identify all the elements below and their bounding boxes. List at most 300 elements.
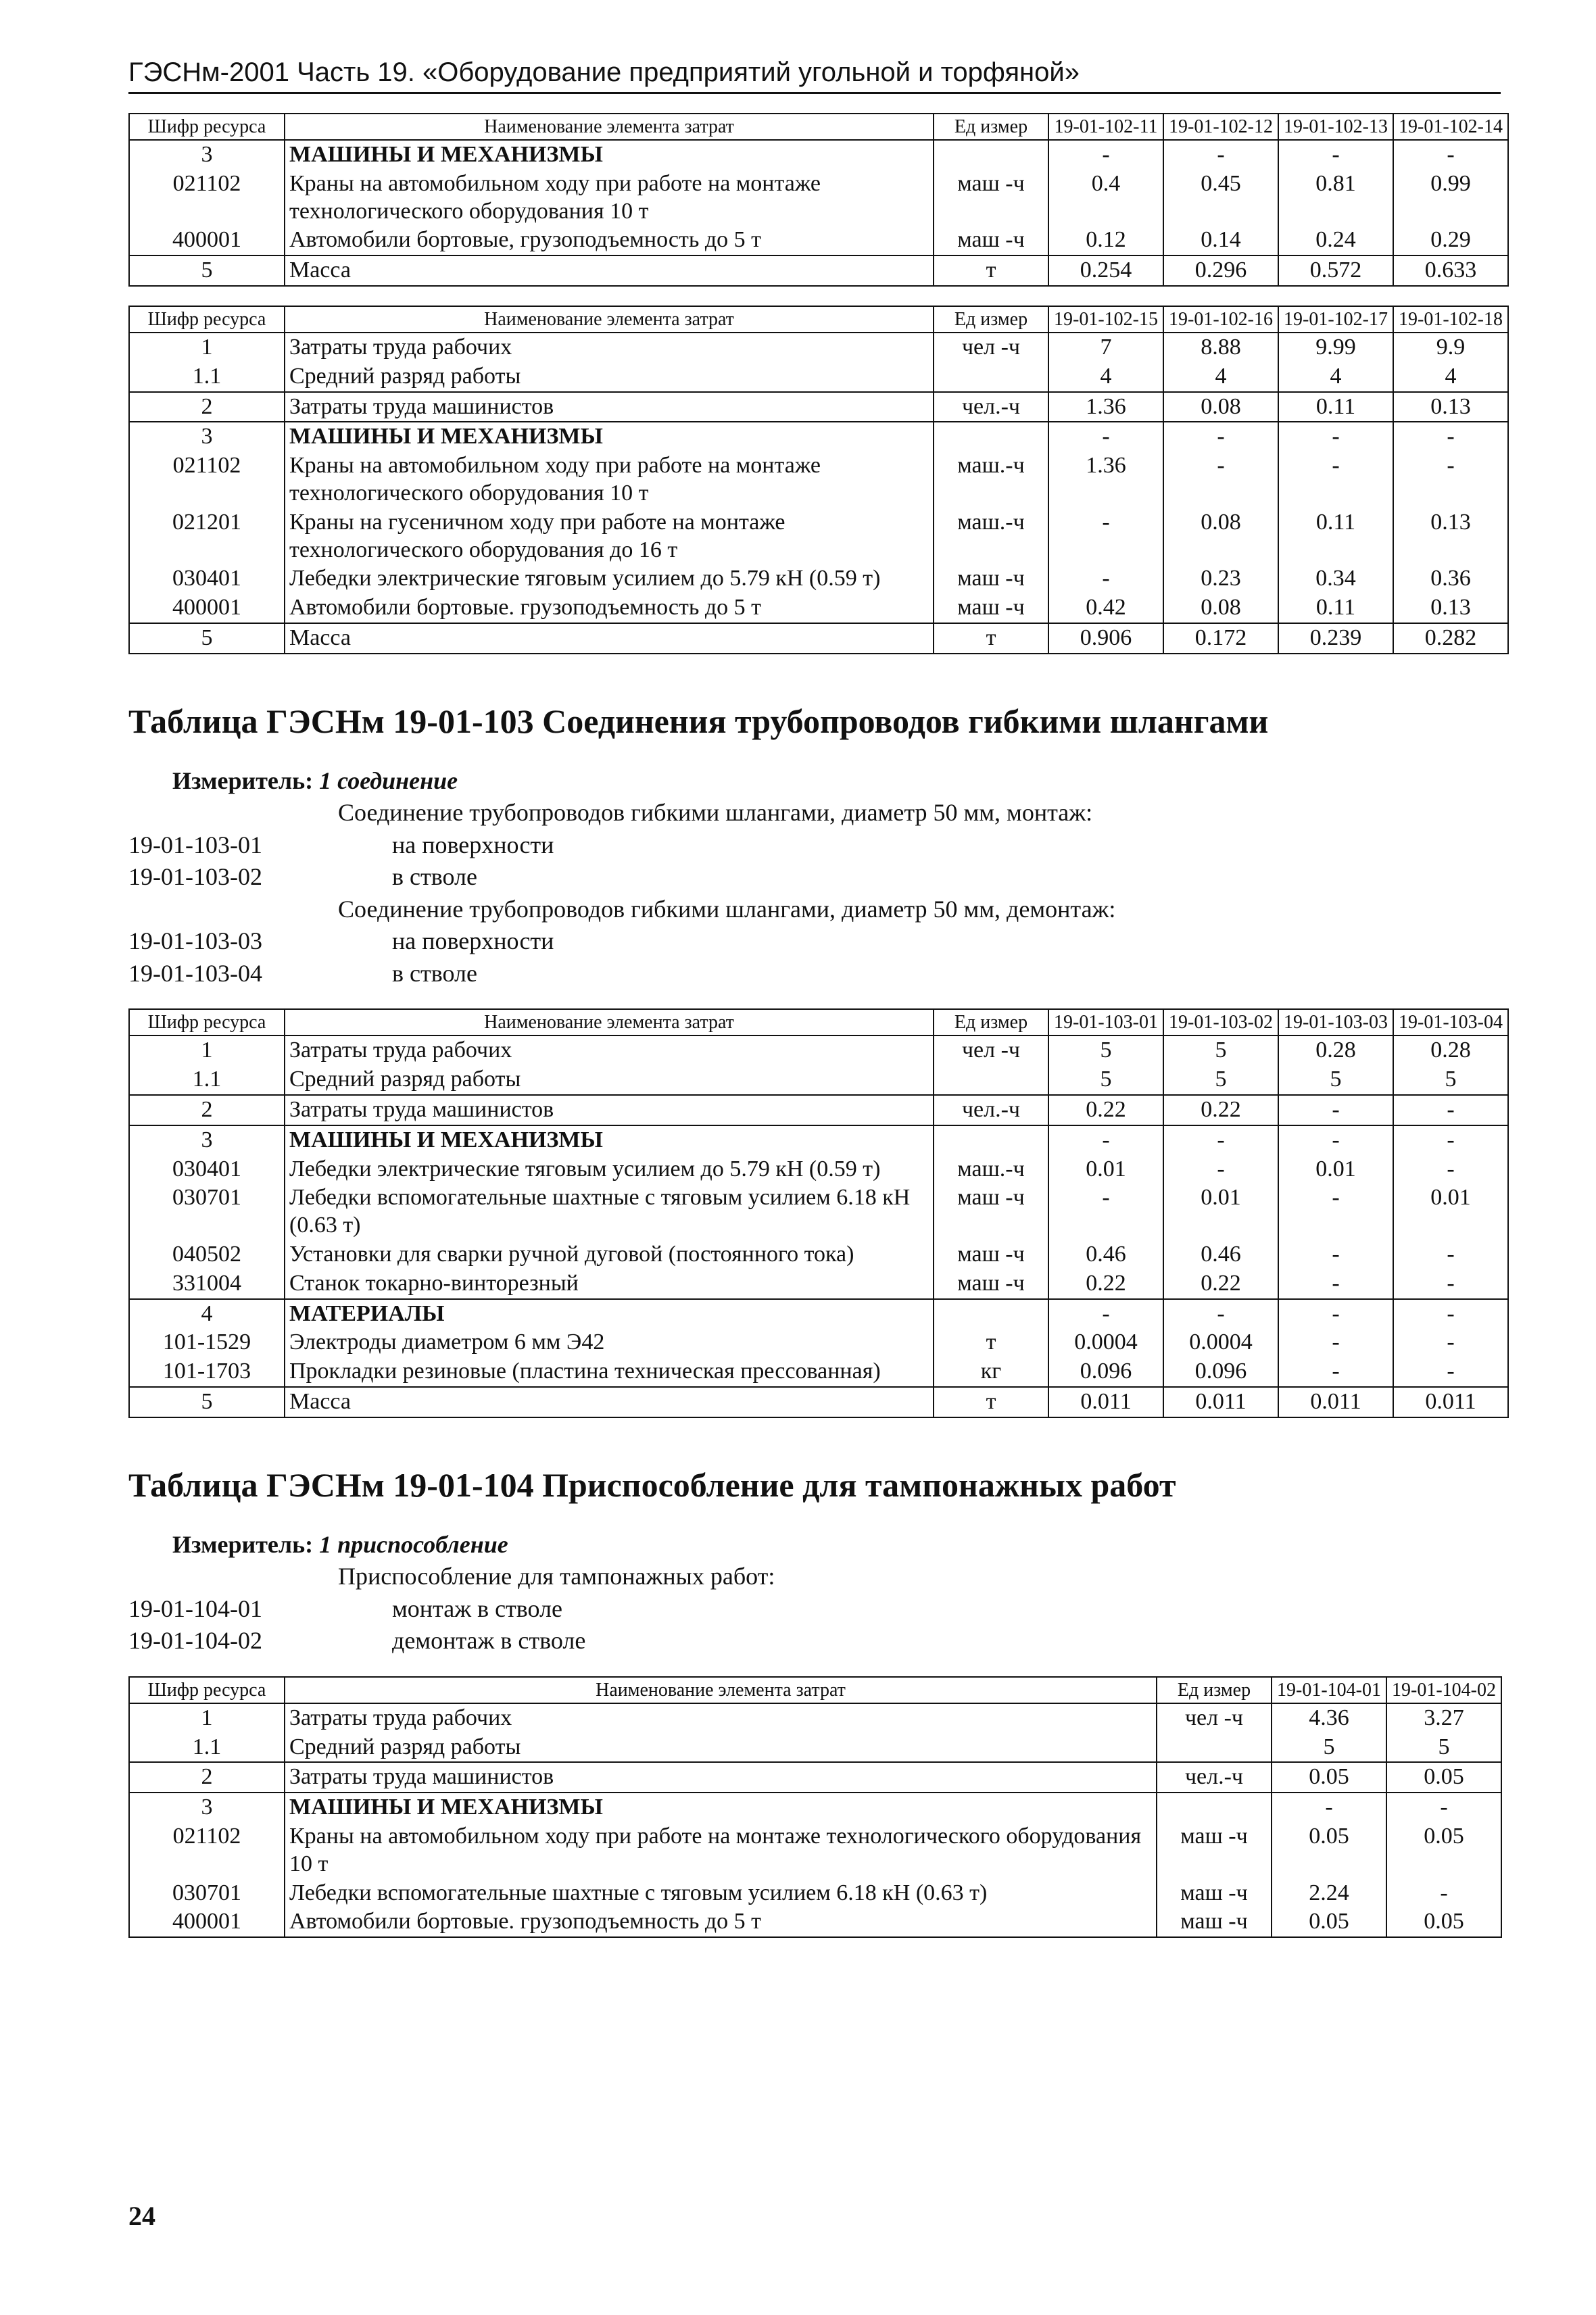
value-cell: 0.05: [1386, 1822, 1501, 1879]
value-cell: 0.01: [1278, 1155, 1393, 1184]
value-cell: 1.36: [1048, 452, 1163, 508]
value-cell: -: [1048, 508, 1163, 565]
table-row: [129, 1269, 1508, 1299]
cost-element-name: Средний разряд работы: [285, 362, 934, 392]
cost-element-name: Краны на автомобильном ходу при работе на монтаже технологического оборудования 10 т: [285, 452, 934, 508]
unit-cell: кг: [934, 1357, 1048, 1387]
variant-text: демонтаж в стволе: [392, 1627, 586, 1655]
header-column: 19-01-104-01: [1272, 1677, 1386, 1703]
cost-element-name: Масса: [285, 1387, 934, 1417]
unit-cell: т: [934, 1328, 1048, 1357]
cost-element-name: Масса: [285, 623, 934, 654]
header-name: Наименование элемента затрат: [285, 306, 934, 333]
table-102-b: [128, 306, 1509, 654]
table-row: [129, 1357, 1508, 1387]
value-cell: 0.29: [1393, 226, 1508, 255]
variant-text: в стволе: [392, 959, 477, 987]
variant-text: на поверхности: [392, 831, 554, 858]
variant-code: 19-01-103-02: [128, 863, 262, 891]
table-row: [129, 623, 1508, 654]
header-code: Шифр ресурса: [129, 1677, 285, 1703]
cost-element-name: Затраты труда рабочих: [285, 333, 934, 362]
unit-cell: маш -ч: [1157, 1879, 1272, 1908]
value-cell: -: [1278, 1269, 1393, 1299]
header-row: [129, 1677, 1501, 1703]
unit-cell: маш.-ч: [934, 452, 1048, 508]
value-cell: 0.05: [1272, 1907, 1386, 1937]
unit-cell: [934, 422, 1048, 452]
value-cell: -: [1393, 1155, 1508, 1184]
value-cell: -: [1278, 1328, 1393, 1357]
unit-cell: т: [934, 1387, 1048, 1417]
table-row: [129, 1035, 1508, 1065]
value-cell: 0.633: [1393, 255, 1508, 286]
value-cell: 0.282: [1393, 623, 1508, 654]
value-cell: 0.01: [1393, 1184, 1508, 1240]
header-column: 19-01-102-12: [1163, 114, 1278, 140]
value-cell: 0.13: [1393, 593, 1508, 623]
value-cell: -: [1048, 1125, 1163, 1155]
resource-code: 1.1: [129, 362, 285, 392]
table-row: [129, 1703, 1501, 1733]
variant-code: 19-01-103-03: [128, 927, 262, 955]
cost-element-name: МАШИНЫ И МЕХАНИЗМЫ: [285, 140, 934, 170]
cost-element-name: Затраты труда рабочих: [285, 1035, 934, 1065]
value-cell: -: [1048, 1184, 1163, 1240]
resource-code: 3: [129, 1793, 285, 1822]
table-row: [129, 1328, 1508, 1357]
cost-element-name: МАШИНЫ И МЕХАНИЗМЫ: [285, 1125, 934, 1155]
value-cell: 0.239: [1278, 623, 1393, 654]
value-cell: 4.36: [1272, 1703, 1386, 1733]
value-cell: 0.22: [1048, 1095, 1163, 1125]
cost-element-name: Краны на автомобильном ходу при работе на монтаже технологического оборудования 10 т: [285, 170, 934, 226]
value-cell: -: [1278, 1240, 1393, 1269]
value-cell: -: [1278, 140, 1393, 170]
header-column: 19-01-103-04: [1393, 1009, 1508, 1035]
value-cell: 0.011: [1278, 1387, 1393, 1417]
value-cell: 0.011: [1048, 1387, 1163, 1417]
unit-cell: маш -ч: [1157, 1822, 1272, 1879]
header-column: 19-01-103-02: [1163, 1009, 1278, 1035]
table-row: [129, 1299, 1508, 1329]
value-cell: -: [1393, 1357, 1508, 1387]
table-row: [129, 1184, 1508, 1240]
value-cell: 0.11: [1278, 593, 1393, 623]
unit-cell: [934, 1125, 1048, 1155]
cost-element-name: Лебедки вспомогательные шахтные с тяговым усилием 6.18 кН (0.63 т): [285, 1184, 934, 1240]
cost-element-name: МАТЕРИАЛЫ: [285, 1299, 934, 1329]
resource-code: 3: [129, 140, 285, 170]
resource-code: 3: [129, 422, 285, 452]
value-cell: 0.46: [1048, 1240, 1163, 1269]
value-cell: -: [1393, 1125, 1508, 1155]
value-cell: 0.011: [1163, 1387, 1278, 1417]
unit-cell: маш -ч: [934, 1269, 1048, 1299]
unit-cell: чел -ч: [934, 1035, 1048, 1065]
value-cell: 0.99: [1393, 170, 1508, 226]
resource-code: 021201: [129, 508, 285, 565]
value-cell: -: [1163, 1125, 1278, 1155]
header-unit: Ед измер: [934, 114, 1048, 140]
meter-label: Измеритель:: [172, 1530, 314, 1558]
table-row: [129, 508, 1508, 565]
value-cell: 0.22: [1163, 1269, 1278, 1299]
value-cell: -: [1278, 1184, 1393, 1240]
table-row: [129, 1387, 1508, 1417]
cost-element-name: Краны на гусеничном ходу при работе на монтаже технологического оборудования до 16 т: [285, 508, 934, 565]
variant-item: [128, 1625, 1501, 1657]
value-cell: 0.34: [1278, 564, 1393, 593]
resource-code: 5: [129, 1387, 285, 1417]
table-row: [129, 226, 1508, 255]
variant-text: на поверхности: [392, 927, 554, 955]
cost-element-name: Средний разряд работы: [285, 1733, 1157, 1763]
value-cell: 0.11: [1278, 508, 1393, 565]
meter-value: 1 приспособление: [319, 1530, 508, 1558]
value-cell: 5: [1272, 1733, 1386, 1763]
cost-element-name: Затраты труда рабочих: [285, 1703, 1157, 1733]
table-row: [129, 255, 1508, 286]
section-title-104: Таблица ГЭСНм 19-01-104 Приспособление для тампонажных работ: [128, 1465, 1176, 1504]
value-cell: -: [1393, 452, 1508, 508]
value-cell: 4: [1278, 362, 1393, 392]
variant-item: [128, 1593, 1501, 1626]
unit-cell: [934, 140, 1048, 170]
table-row: [129, 1095, 1508, 1125]
header-unit: Ед измер: [934, 306, 1048, 333]
table-row: [129, 564, 1508, 593]
resource-code: 030401: [129, 1155, 285, 1184]
unit-cell: чел.-ч: [934, 392, 1048, 422]
value-cell: -: [1163, 422, 1278, 452]
table-row: [129, 333, 1508, 362]
value-cell: -: [1272, 1793, 1386, 1822]
variant-code: 19-01-103-01: [128, 831, 262, 858]
table-row: [129, 422, 1508, 452]
value-cell: 0.05: [1272, 1822, 1386, 1879]
cost-element-name: Лебедки электрические тяговым усилием до 5.79 кН (0.59 т): [285, 1155, 934, 1184]
resource-code: 101-1703: [129, 1357, 285, 1387]
resource-code: 030701: [129, 1184, 285, 1240]
unit-cell: [1157, 1733, 1272, 1763]
value-cell: 0.81: [1278, 170, 1393, 226]
page-number: 24: [128, 2201, 155, 2231]
variant-code: 19-01-104-01: [128, 1594, 262, 1622]
value-cell: 0.011: [1393, 1387, 1508, 1417]
variant-item: [128, 829, 1501, 862]
value-cell: 0.906: [1048, 623, 1163, 654]
table-row: [129, 1762, 1501, 1793]
running-header: ГЭСНм-2001 Часть 19. «Оборудование предприятий угольной и торфяной»: [128, 57, 1501, 94]
value-cell: 9.9: [1393, 333, 1508, 362]
value-cell: -: [1278, 452, 1393, 508]
value-cell: -: [1393, 422, 1508, 452]
value-cell: 0.23: [1163, 564, 1278, 593]
unit-cell: чел.-ч: [934, 1095, 1048, 1125]
variant-group-heading: Приспособление для тампонажных работ:: [338, 1563, 775, 1590]
resource-code: 1.1: [129, 1065, 285, 1095]
resource-code: 400001: [129, 1907, 285, 1937]
value-cell: 8.88: [1163, 333, 1278, 362]
unit-cell: маш -ч: [934, 1240, 1048, 1269]
cost-element-name: Затраты труда машинистов: [285, 1762, 1157, 1793]
meter-line: [128, 765, 1501, 798]
variant-item: [128, 958, 1501, 990]
resource-code: 021102: [129, 452, 285, 508]
value-cell: 0.01: [1048, 1155, 1163, 1184]
cost-element-name: Установки для сварки ручной дуговой (постоянного тока): [285, 1240, 934, 1269]
value-cell: 0.28: [1393, 1035, 1508, 1065]
cost-element-name: Средний разряд работы: [285, 1065, 934, 1095]
resource-code: 1: [129, 333, 285, 362]
header-code: Шифр ресурса: [129, 1009, 285, 1035]
table-102-a: [128, 113, 1509, 287]
value-cell: -: [1278, 422, 1393, 452]
unit-cell: маш.-ч: [934, 508, 1048, 565]
value-cell: 0.13: [1393, 392, 1508, 422]
table-row: [129, 1879, 1501, 1908]
value-cell: 7: [1048, 333, 1163, 362]
value-cell: 4: [1048, 362, 1163, 392]
page: [128, 57, 1501, 1938]
header-column: 19-01-102-13: [1278, 114, 1393, 140]
value-cell: -: [1393, 1095, 1508, 1125]
resource-code: 040502: [129, 1240, 285, 1269]
table-row: [129, 1065, 1508, 1095]
meter-value: 1 соединение: [319, 766, 458, 794]
header-name: Наименование элемента затрат: [285, 1677, 1157, 1703]
value-cell: 0.05: [1386, 1762, 1501, 1793]
header-unit: Ед измер: [934, 1009, 1048, 1035]
unit-cell: маш -ч: [934, 226, 1048, 255]
header-column: 19-01-103-03: [1278, 1009, 1393, 1035]
value-cell: -: [1278, 1299, 1393, 1329]
cost-element-name: Масса: [285, 255, 934, 286]
variant-item: [128, 925, 1501, 958]
table-104: [128, 1676, 1502, 1938]
value-cell: 5: [1386, 1733, 1501, 1763]
value-cell: 5: [1048, 1065, 1163, 1095]
resource-code: 2: [129, 1762, 285, 1793]
table-row: [129, 593, 1508, 623]
cost-element-name: Затраты труда машинистов: [285, 392, 934, 422]
value-cell: 0.12: [1048, 226, 1163, 255]
value-cell: -: [1163, 1299, 1278, 1329]
value-cell: 0.0004: [1048, 1328, 1163, 1357]
value-cell: 3.27: [1386, 1703, 1501, 1733]
meter-line: [128, 1529, 1501, 1561]
value-cell: -: [1393, 1269, 1508, 1299]
header-unit: Ед измер: [1157, 1677, 1272, 1703]
table-row: [129, 1733, 1501, 1763]
resource-code: 1: [129, 1703, 285, 1733]
header-name: Наименование элемента затрат: [285, 114, 934, 140]
value-cell: -: [1048, 564, 1163, 593]
value-cell: 0.05: [1386, 1907, 1501, 1937]
cost-element-name: Станок токарно-винторезный: [285, 1269, 934, 1299]
resource-code: 101-1529: [129, 1328, 285, 1357]
table-row: [129, 362, 1508, 392]
value-cell: 0.13: [1393, 508, 1508, 565]
value-cell: -: [1163, 1155, 1278, 1184]
resource-code: 1: [129, 1035, 285, 1065]
resource-code: 030701: [129, 1879, 285, 1908]
unit-cell: маш -ч: [1157, 1907, 1272, 1937]
value-cell: -: [1278, 1357, 1393, 1387]
value-cell: 0.46: [1163, 1240, 1278, 1269]
value-cell: 0.22: [1163, 1095, 1278, 1125]
cost-element-name: МАШИНЫ И МЕХАНИЗМЫ: [285, 422, 934, 452]
table-103: [128, 1008, 1509, 1417]
value-cell: -: [1393, 140, 1508, 170]
resource-code: 2: [129, 392, 285, 422]
header-row: [129, 1009, 1508, 1035]
value-cell: -: [1163, 140, 1278, 170]
meter-block-103: [128, 765, 1501, 990]
unit-cell: маш.-ч: [934, 1155, 1048, 1184]
value-cell: -: [1048, 422, 1163, 452]
table-row: [129, 1907, 1501, 1937]
variant-code: 19-01-103-04: [128, 959, 262, 987]
variant-item: [128, 861, 1501, 894]
value-cell: 0.28: [1278, 1035, 1393, 1065]
header-column: 19-01-103-01: [1048, 1009, 1163, 1035]
resource-code: 331004: [129, 1269, 285, 1299]
variant-text: в стволе: [392, 863, 477, 891]
value-cell: -: [1048, 140, 1163, 170]
value-cell: 5: [1393, 1065, 1508, 1095]
header-column: 19-01-102-11: [1048, 114, 1163, 140]
value-cell: 0.08: [1163, 508, 1278, 565]
unit-cell: маш -ч: [934, 564, 1048, 593]
unit-cell: чел.-ч: [1157, 1762, 1272, 1793]
value-cell: 0.14: [1163, 226, 1278, 255]
resource-code: 2: [129, 1095, 285, 1125]
resource-code: 3: [129, 1125, 285, 1155]
meter-label: Измеритель:: [172, 766, 314, 794]
table-row: [129, 1822, 1501, 1879]
value-cell: 0.45: [1163, 170, 1278, 226]
value-cell: 0.096: [1048, 1357, 1163, 1387]
cost-element-name: Лебедки электрические тяговым усилием до 5.79 кН (0.59 т): [285, 564, 934, 593]
value-cell: 5: [1163, 1035, 1278, 1065]
value-cell: 0.096: [1163, 1357, 1278, 1387]
value-cell: 0.254: [1048, 255, 1163, 286]
header-code: Шифр ресурса: [129, 114, 285, 140]
resource-code: 030401: [129, 564, 285, 593]
table-row: [129, 170, 1508, 226]
unit-cell: [1157, 1793, 1272, 1822]
variant-group-heading: Соединение трубопроводов гибкими шлангами, диаметр 50 мм, демонтаж:: [338, 895, 1116, 923]
unit-cell: чел -ч: [1157, 1703, 1272, 1733]
cost-element-name: Автомобили бортовые, грузоподъемность до 5 т: [285, 226, 934, 255]
unit-cell: т: [934, 623, 1048, 654]
value-cell: 4: [1393, 362, 1508, 392]
value-cell: 5: [1048, 1035, 1163, 1065]
table-row: [129, 392, 1508, 422]
value-cell: 0.11: [1278, 392, 1393, 422]
cost-element-name: Затраты труда машинистов: [285, 1095, 934, 1125]
value-cell: 0.296: [1163, 255, 1278, 286]
value-cell: 0.08: [1163, 392, 1278, 422]
unit-cell: [934, 362, 1048, 392]
table-row: [129, 140, 1508, 170]
unit-cell: маш -ч: [934, 593, 1048, 623]
cost-element-name: Прокладки резиновые (пластина техническая прессованная): [285, 1357, 934, 1387]
header-name: Наименование элемента затрат: [285, 1009, 934, 1035]
unit-cell: маш -ч: [934, 1184, 1048, 1240]
value-cell: -: [1386, 1793, 1501, 1822]
cost-element-name: МАШИНЫ И МЕХАНИЗМЫ: [285, 1793, 1157, 1822]
cost-element-name: Лебедки вспомогательные шахтные с тяговым усилием 6.18 кН (0.63 т): [285, 1879, 1157, 1908]
unit-cell: маш -ч: [934, 170, 1048, 226]
value-cell: 2.24: [1272, 1879, 1386, 1908]
table-row: [129, 1125, 1508, 1155]
table-row: [129, 452, 1508, 508]
header-row: [129, 306, 1508, 333]
value-cell: -: [1048, 1299, 1163, 1329]
resource-code: 5: [129, 255, 285, 286]
table-row: [129, 1240, 1508, 1269]
unit-cell: чел -ч: [934, 333, 1048, 362]
resource-code: 021102: [129, 1822, 285, 1879]
resource-code: 021102: [129, 170, 285, 226]
value-cell: -: [1278, 1125, 1393, 1155]
header-column: 19-01-104-02: [1386, 1677, 1501, 1703]
value-cell: 0.05: [1272, 1762, 1386, 1793]
value-cell: -: [1386, 1879, 1501, 1908]
value-cell: 0.4: [1048, 170, 1163, 226]
resource-code: 400001: [129, 226, 285, 255]
header-code: Шифр ресурса: [129, 306, 285, 333]
variant-text: монтаж в стволе: [392, 1594, 562, 1622]
value-cell: -: [1393, 1328, 1508, 1357]
header-column: 19-01-102-14: [1393, 114, 1508, 140]
value-cell: -: [1393, 1240, 1508, 1269]
unit-cell: [934, 1065, 1048, 1095]
value-cell: 0.0004: [1163, 1328, 1278, 1357]
unit-cell: [934, 1299, 1048, 1329]
header-column: 19-01-102-17: [1278, 306, 1393, 333]
value-cell: 0.24: [1278, 226, 1393, 255]
cost-element-name: Автомобили бортовые. грузоподъемность до 5 т: [285, 1907, 1157, 1937]
cost-element-name: Электроды диаметром 6 мм Э42: [285, 1328, 934, 1357]
resource-code: 4: [129, 1299, 285, 1329]
value-cell: 0.42: [1048, 593, 1163, 623]
value-cell: -: [1163, 452, 1278, 508]
table-row: [129, 1155, 1508, 1184]
header-column: 19-01-102-16: [1163, 306, 1278, 333]
value-cell: 0.572: [1278, 255, 1393, 286]
value-cell: 0.01: [1163, 1184, 1278, 1240]
variant-group-heading: Соединение трубопроводов гибкими шлангами, диаметр 50 мм, монтаж:: [338, 799, 1093, 827]
header-column: 19-01-102-15: [1048, 306, 1163, 333]
variant-code: 19-01-104-02: [128, 1627, 262, 1655]
value-cell: 0.22: [1048, 1269, 1163, 1299]
value-cell: -: [1393, 1299, 1508, 1329]
value-cell: 1.36: [1048, 392, 1163, 422]
header-row: [129, 114, 1508, 140]
section-title-103: Таблица ГЭСНм 19-01-103 Соединения трубопроводов гибкими шлангами: [128, 702, 1269, 740]
value-cell: 0.36: [1393, 564, 1508, 593]
value-cell: 4: [1163, 362, 1278, 392]
resource-code: 1.1: [129, 1733, 285, 1763]
resource-code: 5: [129, 623, 285, 654]
value-cell: 0.08: [1163, 593, 1278, 623]
value-cell: 0.172: [1163, 623, 1278, 654]
table-row: [129, 1793, 1501, 1822]
